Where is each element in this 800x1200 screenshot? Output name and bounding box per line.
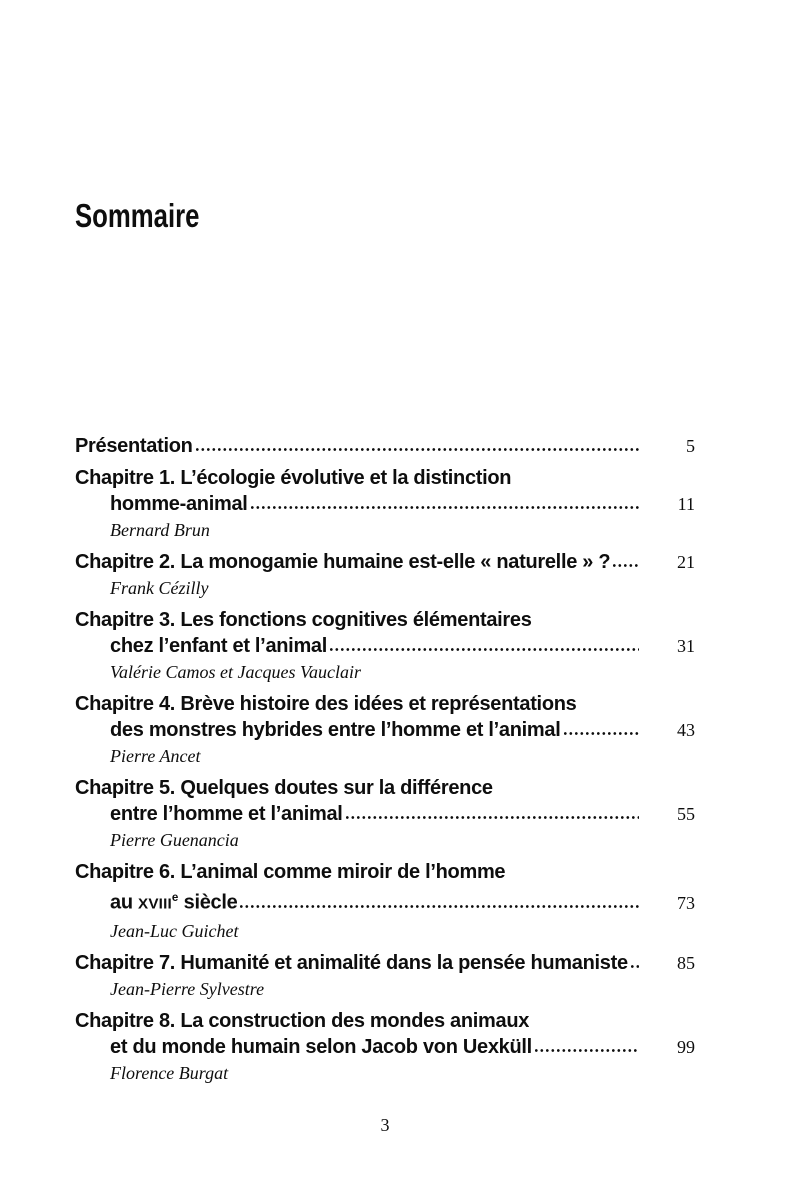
toc-entry-author: Pierre Ancet — [110, 746, 201, 766]
toc-entry — [75, 607, 695, 685]
toc-page-number: 55 — [677, 804, 695, 824]
book-page — [75, 0, 695, 1138]
toc-list — [75, 433, 695, 1086]
toc-entry-title: entre l’homme et l’animal — [110, 803, 343, 825]
toc-page-number: 73 — [677, 892, 695, 913]
toc-entry-title: des monstres hybrides entre l’homme et l’animal — [110, 719, 561, 741]
toc-entry-title: Chapitre 5. Quelques doutes sur la différence — [75, 777, 493, 799]
toc-entry-line — [75, 717, 695, 743]
toc-entry — [75, 691, 695, 769]
toc-entry-line — [75, 633, 695, 659]
toc-entry — [75, 950, 695, 1002]
toc-entry-title: Chapitre 3. Les fonctions cognitives élémentaires — [75, 609, 532, 631]
toc-entry — [75, 859, 695, 944]
dot-leader — [535, 1049, 639, 1053]
dot-leader — [196, 448, 639, 452]
toc-entry-line — [75, 859, 695, 885]
dot-leader — [631, 965, 639, 969]
title-segment: siècle — [178, 891, 238, 914]
toc-entry-title: Chapitre 6. L’animal comme miroir de l’homme — [75, 861, 506, 883]
toc-entry-author: Florence Burgat — [110, 1062, 229, 1083]
toc-entry-line — [75, 885, 695, 918]
toc-entry-author: Bernard Brun — [110, 520, 210, 540]
toc-entry-line — [75, 607, 695, 633]
toc-entry — [75, 465, 695, 543]
toc-entry-title: chez l’enfant et l’animal — [110, 635, 328, 657]
toc-entry-title: Chapitre 1. L’écologie évolutive et la distinction — [75, 467, 512, 489]
dot-leader — [564, 732, 640, 736]
dot-leader — [251, 506, 639, 510]
toc-page-number: 21 — [677, 552, 695, 572]
toc-page-number: 43 — [677, 720, 695, 740]
toc-entry-line — [75, 491, 695, 517]
toc-entry — [75, 433, 695, 459]
toc-entry-title — [110, 885, 237, 918]
toc-entry-line — [75, 691, 695, 717]
title-segment: au — [110, 891, 138, 914]
toc-page-number: 5 — [686, 436, 695, 456]
title-segment-sup: e — [171, 891, 179, 904]
toc-page-number: 11 — [677, 494, 695, 514]
dot-leader — [240, 905, 639, 909]
toc-entry-line — [75, 433, 695, 459]
toc-entry-title: Chapitre 8. La construction des mondes animaux — [75, 1009, 530, 1032]
toc-entry-line — [75, 465, 695, 491]
dot-leader — [613, 564, 639, 568]
toc-entry — [75, 549, 695, 601]
toc-entry-line — [75, 1034, 695, 1060]
page-title-text: Sommaire — [75, 197, 200, 234]
toc-page-number: 99 — [677, 1036, 695, 1057]
toc-entry-title: Présentation — [75, 435, 193, 457]
toc-entry-author: Jean-Pierre Sylvestre — [110, 978, 265, 999]
page-folio: 3 — [380, 1114, 390, 1135]
toc-entry-title: Chapitre 7. Humanité et animalité dans la pensée humaniste — [75, 951, 628, 974]
toc-entry-title: Chapitre 2. La monogamie humaine est-elle « naturelle » ? — [75, 551, 611, 573]
toc-entry-title: et du monde humain selon Jacob von Uexküll — [110, 1035, 532, 1058]
toc-entry-line — [75, 775, 695, 801]
toc-entry-line — [75, 549, 695, 575]
toc-entry-line — [75, 950, 695, 976]
toc-entry-author: Jean-Luc Guichet — [110, 920, 239, 941]
toc-entry — [75, 1008, 695, 1086]
dot-leader — [330, 648, 639, 652]
toc-page-number: 85 — [677, 952, 695, 973]
toc-page-number: 31 — [677, 636, 695, 656]
toc-entry-line — [75, 801, 695, 827]
toc-entry — [75, 775, 695, 853]
toc-entry-author: Pierre Guenancia — [110, 830, 239, 850]
dot-leader — [346, 816, 639, 820]
toc-entry-author: Frank Cézilly — [110, 578, 209, 598]
toc-entry-title: homme-animal — [110, 493, 248, 515]
title-segment-smallcaps: XVIII — [138, 895, 172, 913]
toc-entry-author: Valérie Camos et Jacques Vauclair — [110, 662, 361, 682]
toc-entry-line — [75, 1008, 695, 1034]
page-title — [75, 0, 695, 236]
toc-entry-title: Chapitre 4. Brève histoire des idées et représentations — [75, 693, 577, 715]
